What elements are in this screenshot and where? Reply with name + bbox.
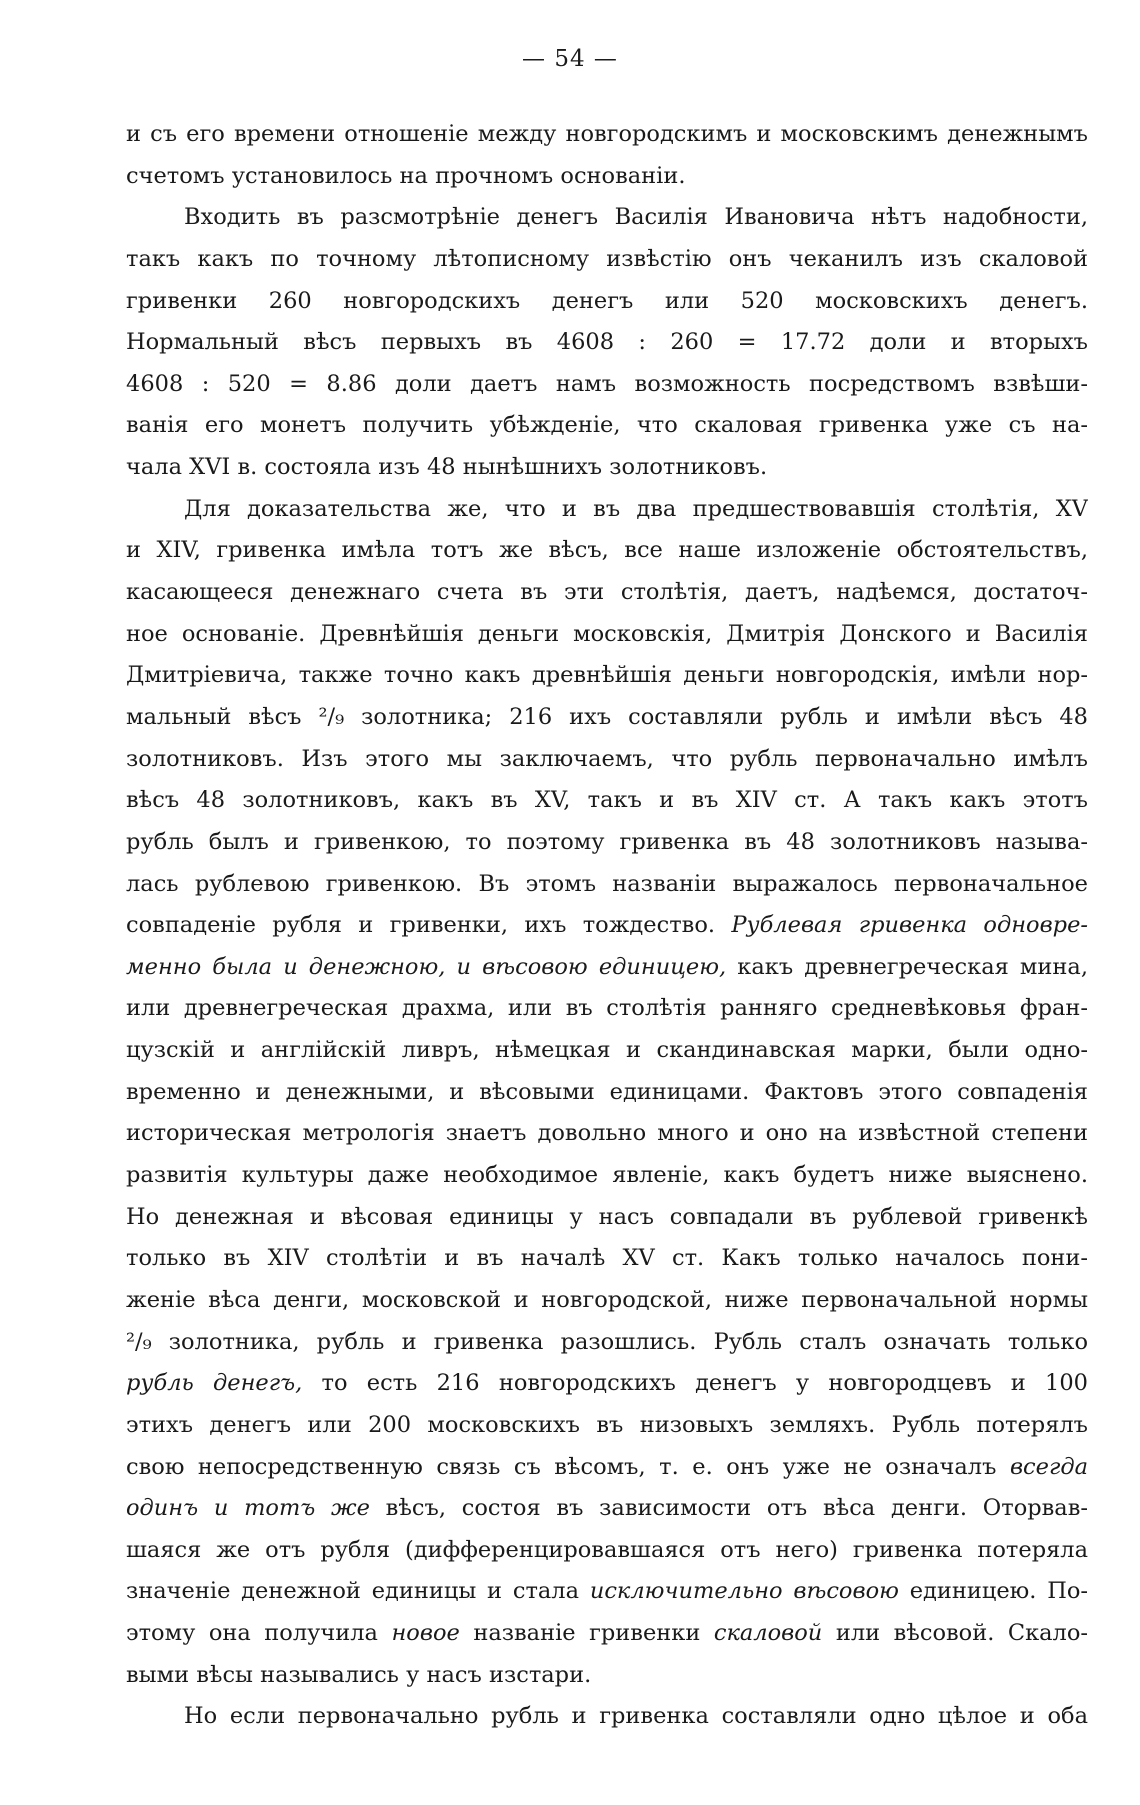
text-line [126, 1280, 1088, 1322]
text-segment: счетомъ установилось на прочномъ основаніи. [126, 162, 686, 189]
text-segment: ²/₉ золотника, рубль и гривенка разошлись. Рубль сталъ означать только [126, 1328, 1088, 1355]
text-line [126, 947, 1088, 989]
text-segment: шаяся же отъ рубля (дифференцировавшаяся отъ него) гривенка потеряла [126, 1536, 1088, 1563]
text-line [126, 822, 1088, 864]
text-segment: то есть 216 новгородскихъ денегъ у новгородцевъ и 100 [302, 1370, 1088, 1397]
text-segment: гривенки 260 новгородскихъ денегъ или 520 московскихъ денегъ. [126, 287, 1088, 314]
text-segment: Но если первоначально рубль и гривенка составляли одно цѣлое и оба [184, 1703, 1088, 1730]
text-segment: Но денежная и вѣсовая единицы у насъ совпадали въ рублевой гривенкѣ [126, 1203, 1088, 1230]
text-line [126, 114, 1088, 156]
text-line [126, 447, 1088, 489]
text-line [126, 156, 1088, 198]
text-segment: лась рублевою гривенкою. Въ этомъ названіи выражалось первоначальное [126, 870, 1088, 897]
text-line [126, 1405, 1088, 1447]
text-segment: этихъ денегъ или 200 московскихъ въ низовыхъ земляхъ. Рубль потерялъ [126, 1411, 1088, 1438]
text-segment: и XIV, гривенка имѣла тотъ же вѣсъ, все наше изложеніе обстоятельствъ, [126, 537, 1088, 564]
text-line [126, 1155, 1088, 1197]
text-segment: совпаденіе рубля и гривенки, ихъ тождество. [126, 912, 732, 939]
text-segment: единицею. По- [898, 1578, 1088, 1605]
text-segment: такъ какъ по точному лѣтописному извѣстію онъ чеканилъ изъ скаловой [126, 245, 1088, 272]
italic-text: одинъ и тотъ же [126, 1495, 370, 1522]
italic-text: менно была и денежною, и вѣсовою единицею, [126, 953, 727, 980]
text-line [126, 905, 1088, 947]
text-segment: значеніе денежной единицы и стала [126, 1578, 590, 1605]
text-segment: ное основаніе. Древнѣйшія деньги московскія, Дмитрія Донского и Василія [126, 620, 1088, 647]
text-segment: чала XVI в. состояла изъ 48 нынѣшнихъ золотниковъ. [126, 454, 768, 481]
text-segment: историческая метрологія знаетъ довольно много и оно на извѣстной степени [126, 1120, 1088, 1147]
text-line [126, 322, 1088, 364]
text-segment: ванія его монетъ получить убѣжденіе, что скаловая гривенка уже съ на- [126, 412, 1088, 439]
text-line [126, 988, 1088, 1030]
italic-text: всегда [1009, 1453, 1088, 1480]
italic-text: рубль денегъ, [126, 1370, 303, 1397]
text-line [126, 739, 1088, 781]
text-line [126, 1696, 1088, 1738]
text-segment: свою непосредственную связь съ вѣсомъ, т. е. онъ уже не означалъ [126, 1453, 1010, 1480]
text-segment: Входить въ разсмотрѣніе денегъ Василія Ивановича нѣтъ надобности, [184, 204, 1088, 231]
text-line [126, 1447, 1088, 1489]
text-segment: вѣсъ 48 золотниковъ, какъ въ XV, такъ и въ XIV ст. А такъ какъ этотъ [126, 787, 1088, 814]
text-line [126, 1197, 1088, 1239]
text-line [126, 697, 1088, 739]
text-line [126, 1030, 1088, 1072]
italic-text: Рублевая гривенка одновре- [731, 912, 1088, 939]
text-line [126, 530, 1088, 572]
text-line [126, 1363, 1088, 1405]
text-line [126, 1238, 1088, 1280]
text-line [126, 1322, 1088, 1364]
text-segment: Для доказательства же, что и въ два предшествовавшія столѣтія, XV [184, 495, 1088, 522]
text-line [126, 1655, 1088, 1697]
text-line [126, 1113, 1088, 1155]
text-line [126, 1530, 1088, 1572]
text-segment: Дмитріевича, также точно какъ древнѣйшія деньги новгородскія, имѣли нор- [126, 662, 1088, 689]
text-line [126, 1613, 1088, 1655]
text-segment: этому она получила [126, 1620, 392, 1647]
text-segment: мальный вѣсъ ²/₉ золотника; 216 ихъ составляли рубль и имѣли вѣсъ 48 [126, 703, 1088, 730]
italic-text: исключительно вѣсовою [589, 1578, 899, 1605]
text-segment: касающееся денежнаго счета въ эти столѣтія, даетъ, надѣемся, достаточ- [126, 579, 1088, 606]
text-segment: названіе гривенки [459, 1620, 714, 1647]
italic-text: скаловой [713, 1620, 823, 1647]
text-segment: 4608 : 520 = 8.86 доли даетъ намъ возможность посредствомъ взвѣши- [126, 370, 1088, 397]
body-text [126, 114, 1088, 1738]
text-segment: или вѣсовой. Скало- [822, 1620, 1088, 1647]
page-number: — 54 — [522, 46, 618, 72]
text-segment: рубль былъ и гривенкою, то поэтому гривенка въ 48 золотниковъ называ- [126, 828, 1088, 855]
text-line [126, 281, 1088, 323]
text-segment: только въ XIV столѣтіи и въ началѣ XV ст. Какъ только началось пони- [126, 1245, 1088, 1272]
text-segment: золотниковъ. Изъ этого мы заключаемъ, что рубль первоначально имѣлъ [126, 745, 1088, 772]
italic-text: новое [391, 1620, 460, 1647]
text-line [126, 1488, 1088, 1530]
text-segment: временно и денежными, и вѣсовыми единицами. Фактовъ этого совпаденія [126, 1078, 1088, 1105]
text-segment: развитія культуры даже необходимое явленіе, какъ будетъ ниже выяснено. [126, 1162, 1088, 1189]
text-line [126, 655, 1088, 697]
text-line [126, 864, 1088, 906]
text-line [126, 572, 1088, 614]
text-line [126, 489, 1088, 531]
text-segment: выми вѣсы назывались у насъ изстари. [126, 1661, 592, 1688]
text-segment: женіе вѣса денги, московской и новгородской, ниже первоначальной нормы [126, 1286, 1088, 1313]
text-segment: цузскій и англійскій ливръ, нѣмецкая и скандинавская марки, были одно- [126, 1037, 1088, 1064]
text-segment: вѣсъ, состоя въ зависимости отъ вѣса денги. Оторвав- [369, 1495, 1088, 1522]
text-line [126, 239, 1088, 281]
text-segment: и съ его времени отношеніе между новгородскимъ и московскимъ денежнымъ [126, 121, 1088, 147]
text-line [126, 364, 1088, 406]
text-segment: Нормальный вѣсъ первыхъ въ 4608 : 260 = 17.72 доли и вторыхъ [126, 329, 1088, 356]
text-line [126, 780, 1088, 822]
text-line [126, 1571, 1088, 1613]
text-segment: или древнегреческая драхма, или въ столѣтія ранняго средневѣковья фран- [126, 995, 1088, 1022]
text-line [126, 1072, 1088, 1114]
text-line [126, 405, 1088, 447]
text-line [126, 197, 1088, 239]
text-segment: какъ древнегреческая мина, [726, 953, 1088, 980]
text-line [126, 614, 1088, 656]
